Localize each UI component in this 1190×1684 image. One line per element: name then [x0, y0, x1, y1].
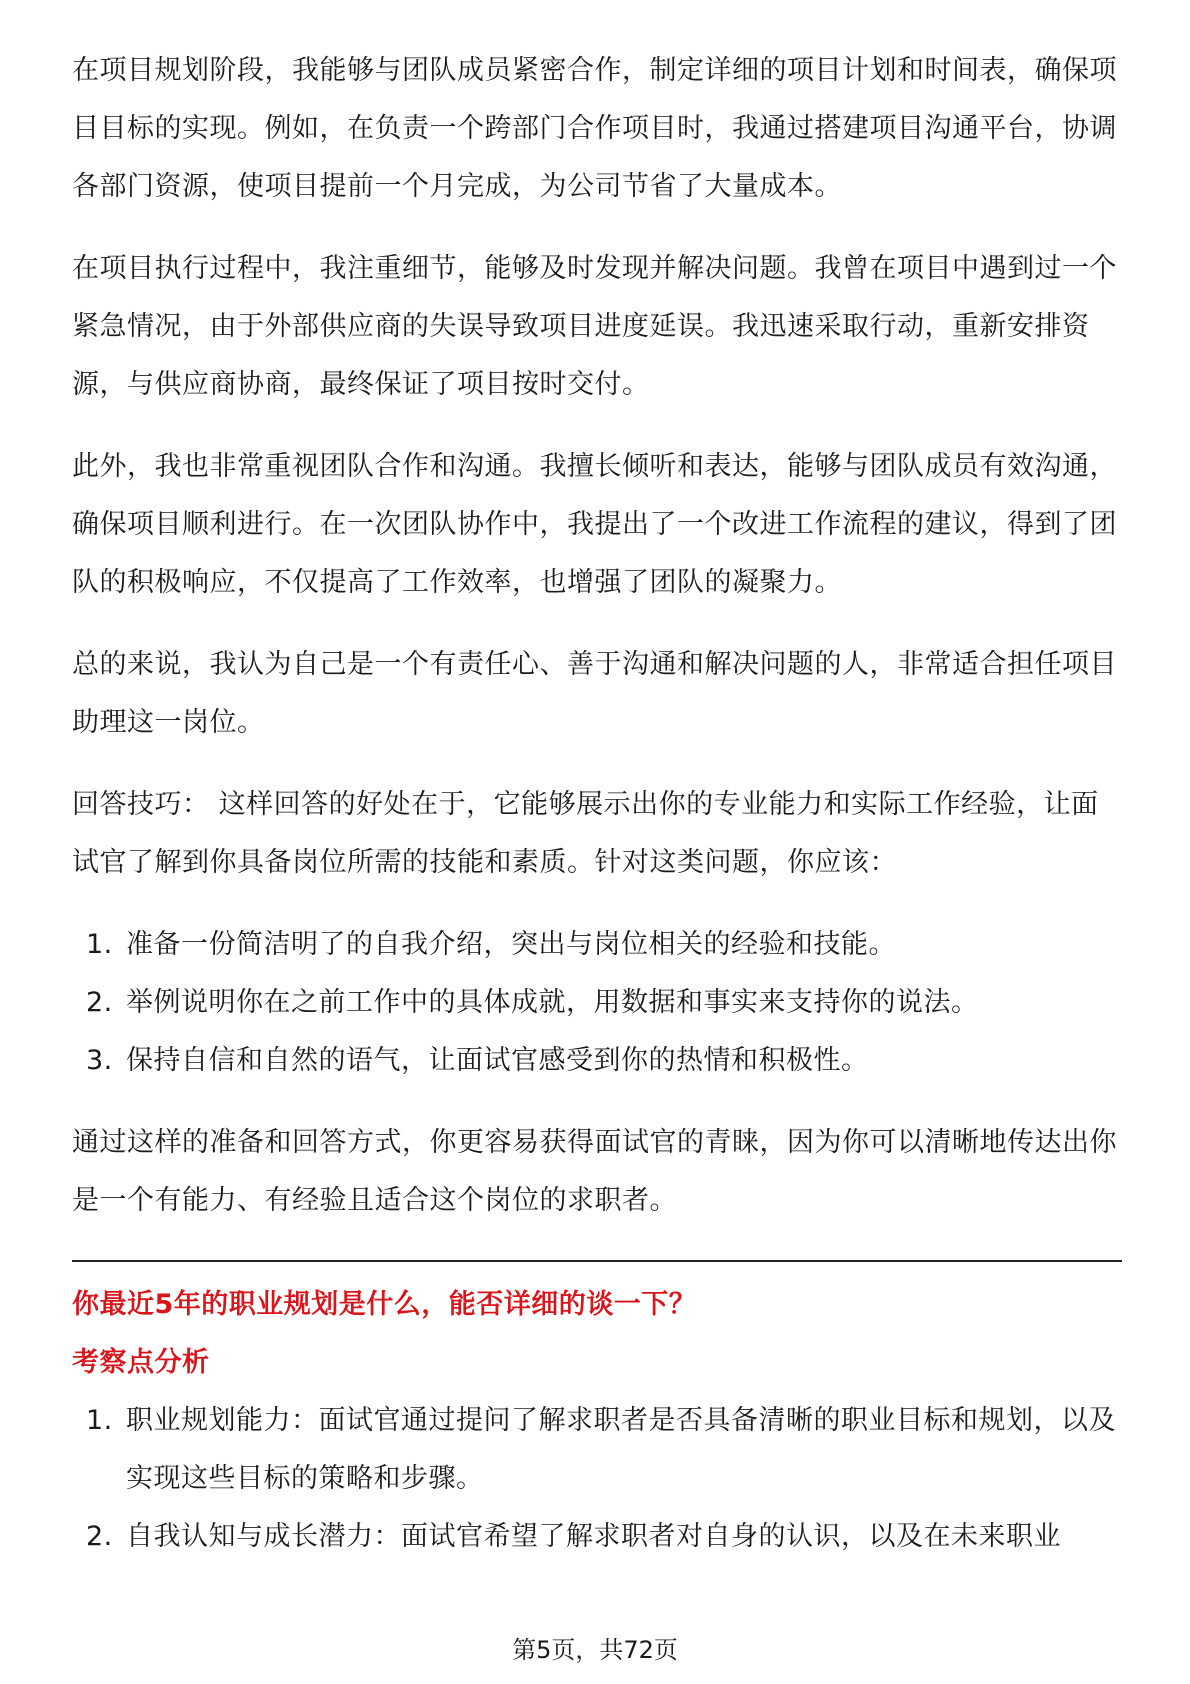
list-item: 1. 职业规划能力：面试官通过提问了解求职者是否具备清晰的职业目标和规划，以及实现这些目标的策略和步骤。	[86, 1405, 1116, 1494]
list-item: 1. 准备一份简洁明了的自我介绍，突出与岗位相关的经验和技能。	[86, 929, 896, 960]
page-content	[72, 42, 1122, 1590]
list-item: 3. 保持自信和自然的语气，让面试官感受到你的热情和积极性。	[86, 1045, 869, 1076]
paragraph-summary: 总的来说，我认为自己是一个有责任心、善于沟通和解决问题的人，非常适合担任项目助理这一岗位。	[72, 649, 1117, 738]
paragraph-planning: 在项目规划阶段，我能够与团队成员紧密合作，制定详细的项目计划和时间表，确保项目目标的实现。例如，在负责一个跨部门合作项目时，我通过搭建项目沟通平台，协调各部门资源，使项目提前一个月完成，为公司节省了大量成本。	[72, 55, 1117, 202]
list-item: 2. 举例说明你在之前工作中的具体成就，用数据和事实来支持你的说法。	[86, 987, 979, 1018]
tips-list	[72, 916, 1122, 1090]
analysis-list	[72, 1392, 1122, 1566]
list-item: 2. 自我认知与成长潜力：面试官希望了解求职者对自身的认识，以及在未来职业	[86, 1521, 1061, 1552]
analysis-heading: 考察点分析	[72, 1347, 210, 1378]
section-divider	[72, 1260, 1122, 1262]
paragraph-execution: 在项目执行过程中，我注重细节，能够及时发现并解决问题。我曾在项目中遇到过一个紧急情况，由于外部供应商的失误导致项目进度延误。我迅速采取行动，重新安排资源，与供应商协商，最终保证了项目按时交付。	[72, 253, 1117, 400]
paragraph-answer-tips: 回答技巧： 这样回答的好处在于，它能够展示出你的专业能力和实际工作经验，让面试官了解到你具备岗位所需的技能和素质。针对这类问题，你应该：	[72, 789, 1099, 878]
paragraph-closing: 通过这样的准备和回答方式，你更容易获得面试官的青睐，因为你可以清晰地传达出你是一个有能力、有经验且适合这个岗位的求职者。	[72, 1127, 1117, 1216]
paragraph-teamwork: 此外，我也非常重视团队合作和沟通。我擅长倾听和表达，能够与团队成员有效沟通，确保项目顺利进行。在一次团队协作中，我提出了一个改进工作流程的建议，得到了团队的积极响应，不仅提高了工作效率，也增强了团队的凝聚力。	[72, 451, 1117, 598]
page-footer: 第5页，共72页	[512, 1636, 678, 1664]
question-heading: 你最近5年的职业规划是什么，能否详细的谈一下？	[72, 1289, 697, 1320]
